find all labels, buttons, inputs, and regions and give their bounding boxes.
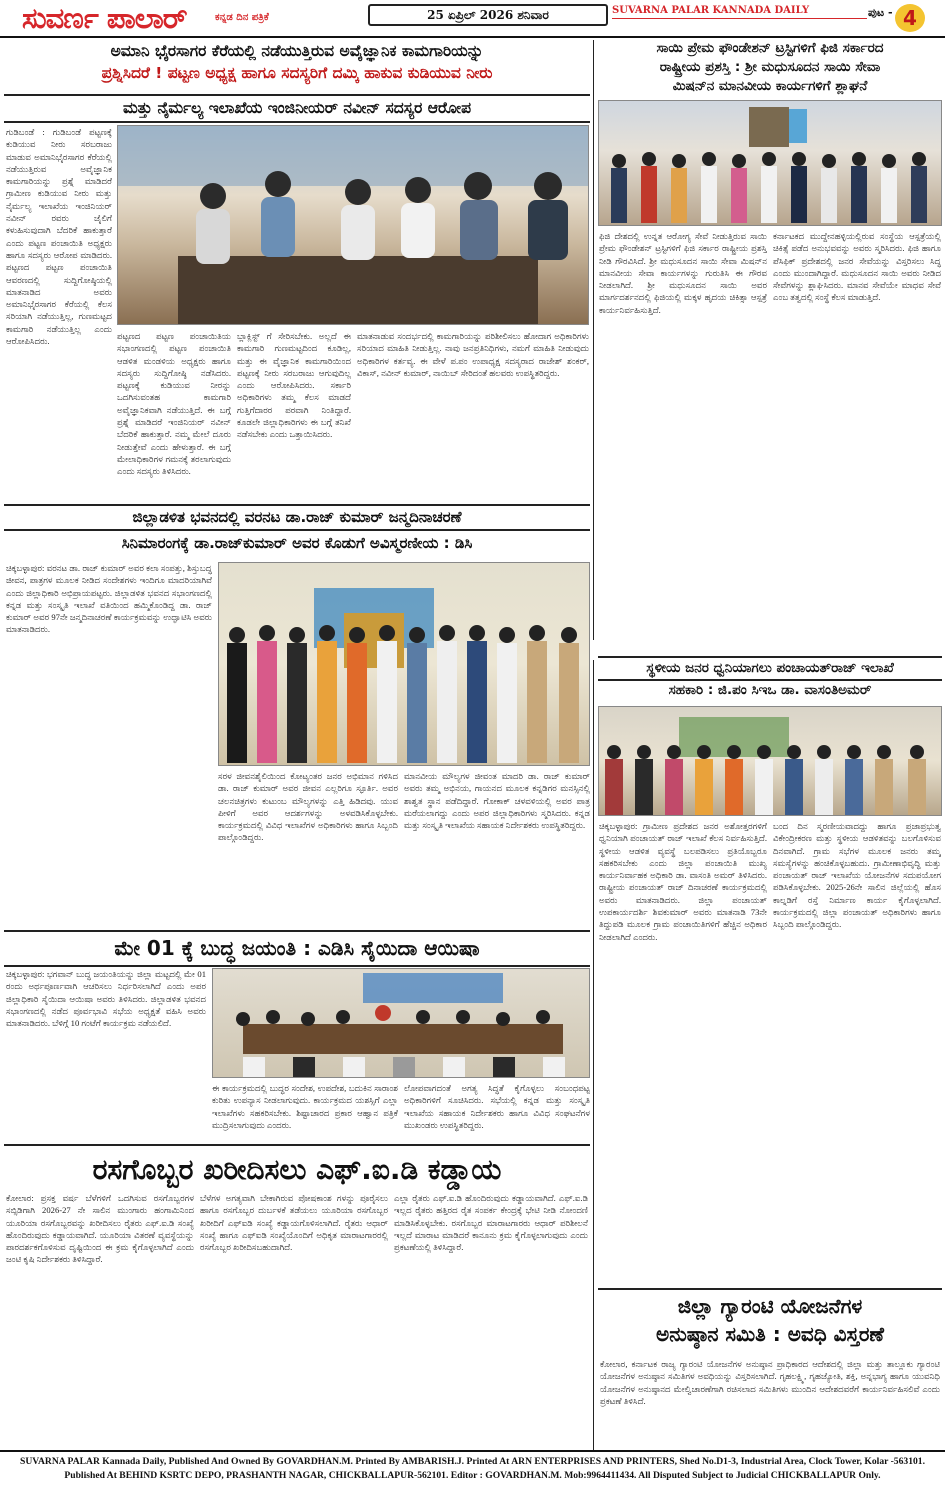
article-text: ಎಲ್ಲಾ ರೈತರು ಎಫ್.ಐ.ಡಿ ಹೊಂದಿರುವುದು ಕಡ್ಡಾಯವಾಗಿದೆ. ಎಫ್.ಐ.ಡಿ ಇಲ್ಲದ ರೈತರು ಹತ್ತಿರದ ರೈತ ಸಂಪರ್ಕ ಕೇಂದ್ರಕ್ಕೆ ಭೇಟಿ ನೀಡಿ ನೋಂದಣಿ ಮಾಡಿಸಿಕೊಳ್ಳಬೇಕು. ರಸಗೊಬ್ಬರ ಮಾರಾಟಗಾರರು ಆಧಾರ್ ಪರಿಶೀಲನೆ ಇಲ್ಲದೆ ಮಾರಾಟ ಮಾಡಿದರೆ ಕಾನೂನು ಕ್ರಮ ಕೈಗೊಳ್ಳಲಾಗುವುದು ಎಂದು ಪ್ರಕಟಣೆಯಲ್ಲಿ ತಿಳಿಸಿದ್ದಾರೆ.: [394, 1193, 588, 1253]
article-text: ಬೆಳೆಗಳ ಅಗತ್ಯವಾಗಿ ಬೇಕಾಗಿರುವ ಪೋಷಕಾಂಶ ಗಳನ್ನು ಪೂರೈಸಲು ಹಾಗೂ ರಸಗೊಬ್ಬರ ದುರ್ಬಳಕೆ ತಡೆಯಲು ಯೂರಿಯಾ ರಸಗೊಬ್ಬರ ಖರೀದಿಗೆ ಎಫ್‌ಐಡಿ ಸಂಖ್ಯೆ ಕಡ್ಡಾಯಗೊಳಿಸಲಾಗಿದೆ. ರೈತರು ಆಧಾರ್ ಸಂಖ್ಯೆ ಹಾಗೂ ಎಫ್‌ಐಡಿ ಸಂಖ್ಯೆಯೊಂದಿಗೆ ಅಧಿಕೃತ ಮಾರಾಟಗಾರರಲ್ಲಿ ರಸಗೊಬ್ಬರ ಖರೀದಿಸಬಹುದಾಗಿದೆ.: [200, 1193, 388, 1253]
english-name: SUVARNA PALAR KANNADA DAILY: [612, 4, 867, 19]
column-divider: [593, 40, 594, 640]
article-text: ಚಿಕ್ಕಬಳ್ಳಾಪುರ: ಗ್ರಾಮೀಣ ಪ್ರದೇಶದ ಜನರ ಅಶೋತ್ತರಗಳಿಗೆ ಧ್ವನಿಯಾಗಿ ಪಂಚಾಯತ್ ರಾಜ್ ಇಲಾಖೆ ಕೆಲಸ ನಿರ್ವಹಿಸುತ್ತಿದೆ. ಸ್ಥಳೀಯ ಆಡಳಿತ ವ್ಯವಸ್ಥೆ ಬಲಪಡಿಸಲು ಪ್ರತಿಯೊಬ್ಬರೂ ಸಹಕರಿಸಬೇಕು ಎಂದು ಜಿಲ್ಲಾ ಪಂಚಾಯಿತಿ ಮುಖ್ಯ ಕಾರ್ಯನಿರ್ವಾಹಕ ಅಧಿಕಾರಿ ಡಾ. ವಾಸಂತಿ ಅಮರ್ ತಿಳಿಸಿದರು. ರಾಷ್ಟ್ರೀಯ ಪಂಚಾಯತ್ ರಾಜ್ ದಿನಾಚರಣೆ ಕಾರ್ಯಕ್ರಮದಲ್ಲಿ ಅವರು ಮಾತನಾಡಿದರು. ಜಿಲ್ಲಾ ಪಂಚಾಯತ್ ಉಪಕಾರ್ಯದರ್ಶಿ ಶಿವಕುಮಾರ್ ಅವರು ಮಾತನಾಡಿ 73ನೇ ತಿದ್ದುಪಡಿ ಮೂಲಕ ಗ್ರಾಮ ಪಂಚಾಯಿತಿಗಳಿಗೆ ಹೆಚ್ಚಿನ ಅಧಿಕಾರ ನೀಡಲಾಗಿದೆ ಎಂದರು.: [599, 821, 767, 942]
headline-line: ಸಹಕಾರಿ : ಜಿ.ಪಂ ಸಿಇಒ ಡಾ. ವಾಸಂತಿಅಮರ್: [668, 682, 872, 698]
article-text: ಸರಳ ಜೀವನಶೈಲಿಯಿಂದ ಕೋಟ್ಯಂತರ ಜನರ ಅಭಿಮಾನ ಗಳಿಸಿದ ಡಾ. ರಾಜ್ ಕುಮಾರ್ ಅವರ ಜೀವನ ಎಲ್ಲರಿಗೂ ಸ್ಫೂರ್ತಿ. ಅವರ ಚಲನಚಿತ್ರಗಳು ಕುಟುಂಬ ಮೌಲ್ಯಗಳನ್ನು ಎತ್ತಿ ಹಿಡಿದವು. ಯುವ ಪೀಳಿಗೆ ಅವರ ಆದರ್ಶಗಳನ್ನು ಅಳವಡಿಸಿಕೊಳ್ಳಬೇಕು. ಕಾರ್ಯಕ್ರಮದಲ್ಲಿ ವಿವಿಧ ಇಲಾಖೆಗಳ ಅಧಿಕಾರಿಗಳು ಹಾಗೂ ಸಿಬ್ಬಂದಿ ಪಾಲ್ಗೊಂಡಿದ್ದರು.: [218, 771, 398, 843]
tagline: ಕನ್ನಡ ದಿನ ಪತ್ರಿಕೆ: [215, 12, 269, 23]
article-text: ಬ್ಲಾಕ್ಲಿಸ್ಟ್ ಗೆ ಸೇರಿಸಬೇಕು. ಅಲ್ಲದೆ ಈ ಕಾಮಗಾರಿ ಗುಣಮಟ್ಟದಿಂದ ಕೂಡಿಲ್ಲ, ಮತ್ತು ಈ ವೈಜ್ಞಾನಿಕ ಕಾಮಗಾರಿಯಿಂದ ಪಟ್ಟಣಕ್ಕೆ ನೀರು ಸರಬರಾಜು ಆಗುವುದಿಲ್ಲ ಎಂದು ಆರೋಪಿಸಿದರು. ಸರ್ಕಾರಿ ಅಧಿಕಾರಿಗಳು ತಮ್ಮ ಕೆಲಸ ಮಾಡದೆ ಗುತ್ತಿಗೆದಾರರ ಪರವಾಗಿ ನಿಂತಿದ್ದಾರೆ. ಕೂಡಲೇ ಜಿಲ್ಲಾಧಿಕಾರಿಗಳು ಈ ಬಗ್ಗೆ ತನಿಖೆ ನಡೆಸಬೇಕು ಎಂದು ಒತ್ತಾಯಿಸಿದರು.: [237, 331, 351, 440]
birthday-photo: [218, 562, 590, 766]
meeting-photo: [212, 968, 590, 1078]
page-number: 4: [895, 4, 925, 32]
headline-line: ಅನುಷ್ಠಾನ ಸಮಿತಿ : ಅವಧಿ ವಿಸ್ತರಣೆ: [656, 1322, 884, 1346]
headline-line: ರಾಷ್ಟ್ರೀಯ ಪ್ರಶಸ್ತಿ : ಶ್ರೀ ಮಧುಸೂದನ ಸಾಯಿ ಸೇವಾ: [659, 59, 881, 75]
article-text: ಬಂದ ದಿನ ಸ್ಮರಣೀಯವಾದದ್ದು ಹಾಗೂ ಪ್ರಜಾಪ್ರಭುತ್ವ ವಿಕೇಂದ್ರೀಕರಣ ಮತ್ತು ಸ್ಥಳೀಯ ಆಡಳಿತವನ್ನು ಬಲಗೊಳಿಸುವ ದಿನವಾಗಿದೆ. ಗ್ರಾಮ ಸಭೆಗಳ ಮೂಲಕ ಜನರು ತಮ್ಮ ಸಮಸ್ಯೆಗಳನ್ನು ಹಂಚಿಕೊಳ್ಳಬಹುದು. ಗ್ರಾಮೀಣಾಭಿವೃದ್ಧಿ ಮತ್ತು ಪಂಚಾಯತ್ ರಾಜ್ ಇಲಾಖೆಯ ಯೋಜನೆಗಳ ಸದುಪಯೋಗ ಪಡಿಸಿಕೊಳ್ಳಬೇಕು. 2025-26ನೇ ಸಾಲಿನ ಜಿಲ್ಲೆಯಲ್ಲಿ ಹೊಸ ಕಾಲ್ನಡಿಗೆ ರಸ್ತೆ ನಿರ್ಮಾಣ ಕಾರ್ಯ ಕೈಗೊಳ್ಳಲಾಗಿದೆ. ಕಾರ್ಯಕ್ರಮದಲ್ಲಿ ಜಿಲ್ಲಾ ಪಂಚಾಯತ್ ಅಧಿಕಾರಿಗಳು ಹಾಗೂ ಸಿಬ್ಬಂದಿ ಪಾಲ್ಗೊಂಡಿದ್ದರು.: [773, 821, 941, 930]
headline-line: ಸ್ಥಳೀಯ ಜನರ ಧ್ವನಿಯಾಗಲು ಪಂಚಾಯತ್‌ರಾಜ್ ಇಲಾಖೆ: [598, 656, 942, 681]
headline-line: ಮತ್ತು ನೈರ್ಮಲ್ಯ ಇಲಾಖೆಯ ಇಂಜಿನೀಯರ್ ನವೀನ್ ಸದಸ್ಯರ ಆರೋಪ: [4, 94, 590, 123]
article-text: ಕೋಲಾರ, ಕರ್ನಾಟಕ ರಾಜ್ಯ ಗ್ಯಾರಂಟಿ ಯೋಜನೆಗಳ ಅನುಷ್ಠಾನ ಪ್ರಾಧಿಕಾರದ ಆದೇಶದಲ್ಲಿ ಜಿಲ್ಲಾ ಮತ್ತು ತಾಲ್ಲೂಕು ಗ್ಯಾರಂಟಿ ಯೋಜನೆಗಳ ಅನುಷ್ಠಾನ ಸಮಿತಿಗಳ ಅವಧಿಯನ್ನು ವಿಸ್ತರಿಸಲಾಗಿದೆ. ಗೃಹಲಕ್ಷ್ಮಿ, ಗೃಹಜ್ಯೋತಿ, ಶಕ್ತಿ, ಅನ್ನಭಾಗ್ಯ ಹಾಗೂ ಯುವನಿಧಿ ಯೋಜನೆಗಳ ಅನುಷ್ಠಾನದ ಮೇಲ್ವಿಚಾರಣೆಗಾಗಿ ರಚಿಸಲಾದ ಸಮಿತಿಗಳು ಮುಂದಿನ ಆದೇಶದವರೆಗೆ ಕಾರ್ಯನಿರ್ವಹಿಸಲಿವೆ ಎಂದು ಪ್ರಕಟಣೆ ತಿಳಿಸಿದೆ.: [600, 1359, 940, 1406]
article-text: ಚಿಕ್ಕಬಳ್ಳಾಪುರ: ವರನಟ ಡಾ. ರಾಜ್ ಕುಮಾರ್ ಅವರ ಕಲಾ ಸಂಪತ್ತು, ಶಿಸ್ತುಬದ್ಧ ಜೀವನ, ಪಾತ್ರಗಳ ಮೂಲಕ ನೀಡಿದ ಸಂದೇಶಗಳು ಇಂದಿಗೂ ಮಾದರಿಯಾಗಿವೆ ಎಂದು ಜಿಲ್ಲಾಧಿಕಾರಿ ಅಭಿಪ್ರಾಯಪಟ್ಟರು. ಜಿಲ್ಲಾಡಳಿತ ಭವನದ ಸಭಾಂಗಣದಲ್ಲಿ ಕನ್ನಡ ಮತ್ತು ಸಂಸ್ಕೃತಿ ಇಲಾಖೆ ವತಿಯಿಂದ ಹಮ್ಮಿಕೊಂಡಿದ್ದ ಡಾ. ರಾಜ್ ಕುಮಾರ್ ಅವರ 97ನೇ ಜನ್ಮದಿನಾಚರಣೆ ಕಾರ್ಯಕ್ರಮವನ್ನು ಉದ್ಘಾಟಿಸಿ ಅವರು ಮಾತನಾಡಿದರು.: [6, 563, 212, 635]
panchayat-photo: [598, 706, 942, 816]
headline-line: ಜಿಲ್ಲಾ ಗ್ಯಾರಂಟಿ ಯೋಜನೆಗಳ: [598, 1288, 942, 1319]
article-text: ಗುಡಿಬಂಡೆ : ಗುಡಿಬಂಡೆ ಪಟ್ಟಣಕ್ಕೆ ಕುಡಿಯುವ ನೀರು ಸರಬರಾಜು ಮಾಡುವ ಅಮಾನಿಭೈರಸಾಗರ ಕೆರೆಯಲ್ಲಿ ನಡೆಯುತ್ತಿರುವ ಅವೈಜ್ಞಾನಿಕ ಕಾಮಗಾರಿಯನ್ನು ಪ್ರಶ್ನೆ ಮಾಡಿದರೆ ಗ್ರಾಮೀಣ ಕುಡಿಯುವ ನೀರು ಮತ್ತು ನೈರ್ಮಲ್ಯ ಇಲಾಖೆಯ ಇಂಜಿನಿಯರ್ ನವೀನ್ ರವರು ಜೈಲಿಗೆ ಕಳುಹಿಸುವುದಾಗಿ ಬೆದರಿಕೆ ಹಾಕುತ್ತಾರೆ ಎಂದು ಪಟ್ಟಣ ಪಂಚಾಯಿತಿ ಅಧ್ಯಕ್ಷರು ಹಾಗೂ ಸದಸ್ಯರು ಆರೋಪ ಮಾಡಿದರು. ಪಟ್ಟಣದ ಪಟ್ಟಣ ಪಂಚಾಯಿತಿ ಆವರಣದಲ್ಲಿ ಸುದ್ದಿಗೋಷ್ಠಿಯಲ್ಲಿ ಮಾತನಾಡಿದ ಅವರು ಅಮಾನಿಭೈರಸಾಗರ ಕೆರೆಯಲ್ಲಿ ಕೆಲಸ ಸರಿಯಾಗಿ ನಡೆಯುತ್ತಿಲ್ಲ, ಗುಣಮಟ್ಟದ ಕಾಮಗಾರಿ ನಡೆಯುತ್ತಿಲ್ಲ ಎಂದು ಆರೋಪಿಸಿದರು.: [6, 127, 112, 347]
imprint-line: SUVARNA PALAR Kannada Daily, Published And Owned By GOVARDHAN.M. Printed By AMBARISH.J. Printed At ARN ENTERPRISES AND PRINTERS, Shed No.D1-3, Industrial Area, Clock Tower, Kolar -563101.: [20, 1456, 925, 1467]
headline-line: ಮಿಷನ್‌ನ ಮಾನವೀಯ ಕಾರ್ಯಗಳಿಗೆ ಶ್ಲಾಘನೆ: [672, 78, 868, 94]
issue-date: 25 ಏಪ್ರಿಲ್ 2026 ಶನಿವಾರ: [368, 4, 608, 26]
headline: ರಸಗೊಬ್ಬರ ಖರೀದಿಸಲು ಎಫ್.ಐ.ಡಿ ಕಡ್ಡಾಯ: [4, 1144, 590, 1187]
meeting-photo: [117, 125, 589, 325]
headline-line: ಜಿಲ್ಲಾಡಳಿತ ಭವನದಲ್ಲಿ ವರನಟ ಡಾ.ರಾಜ್ ಕುಮಾರ್ ಜನ್ಮದಿನಾಚರಣೆ: [4, 504, 590, 531]
award-photo: [598, 100, 942, 226]
article-text: ಮಾನವೀಯ ಮೌಲ್ಯಗಳ ಜೀವಂತ ಮಾದರಿ ಡಾ. ರಾಜ್ ಕುಮಾರ್ ಅವರು ತಮ್ಮ ಅಭಿನಯ, ಗಾಯನದ ಮೂಲಕ ಕನ್ನಡಿಗರ ಮನಸ್ಸಿನಲ್ಲಿ ಶಾಶ್ವತ ಸ್ಥಾನ ಪಡೆದಿದ್ದಾರೆ. ಗೋಕಾಕ್ ಚಳವಳಿಯಲ್ಲಿ ಅವರ ಪಾತ್ರ ಮರೆಯಲಾಗದ್ದು ಎಂದು ಅಪರ ಜಿಲ್ಲಾಧಿಕಾರಿಗಳು ಸ್ಮರಿಸಿದರು. ಕನ್ನಡ ಮತ್ತು ಸಂಸ್ಕೃತಿ ಇಲಾಖೆಯ ಸಹಾಯಕ ನಿರ್ದೇಶಕರು ಉಪಸ್ಥಿತರಿದ್ದರು.: [404, 771, 590, 831]
headline: ಮೇ 01 ಕ್ಕೆ ಬುದ್ಧ ಜಯಂತಿ : ಎಡಿಸಿ ಸೈಯಿದಾ ಆಯಿಷಾ: [4, 930, 590, 967]
headline-line: ಅಮಾನಿ ಭೈರಸಾಗರ ಕೆರೆಯಲ್ಲಿ ನಡೆಯುತ್ತಿರುವ ಅವೈಜ್ಞಾನಿಕ ಕಾಮಗಾರಿಯನ್ನು: [110, 42, 484, 60]
column-divider: [593, 660, 594, 1450]
headline-line: ಸಾಯಿ ಪ್ರೇಮ ಫೌಂಡೇಶನ್ ಟ್ರಸ್ಟಿಗಳಿಗೆ ಫಿಜಿ ಸರ್ಕಾರದ: [656, 40, 884, 56]
imprint-footer: [0, 1450, 945, 1490]
headline-line: ಪ್ರಶ್ನಿಸಿದರೆ ! ಪಟ್ಟಣ ಅಧ್ಯಕ್ಷ ಹಾಗೂ ಸದಸ್ಯರಿಗೆ ದಮ್ಕಿ ಹಾಕುವ ಕುಡಿಯುವ ನೀರು: [101, 64, 493, 82]
headline-line: ಸಿನಿಮಾರಂಗಕ್ಕೆ ಡಾ.ರಾಜ್‌ಕುಮಾರ್ ಅವರ ಕೊಡುಗೆ ಅವಿಸ್ಮರಣೀಯ : ಡಿಸಿ: [121, 534, 473, 552]
page-label: ಪುಟ -: [868, 6, 893, 19]
article-text: ಕೋಲಾರ: ಪ್ರಸಕ್ತ ವರ್ಷ ಬೆಳೆಗಳಿಗೆ ಒದಗಿಸುವ ರಸಗೊಬ್ಬರಗಳ ಸಬ್ಸಿಡಿಗಾಗಿ 2026-27 ನೇ ಸಾಲಿನ ಮುಂಗಾರು ಹಂಗಾಮಿನಿಂದ ಯೂರಿಯಾ ರಸಗೊಬ್ಬರವನ್ನು ಖರೀದಿಸಲು ರೈತರು ಎಫ್.ಐ.ಡಿ ಸಂಖ್ಯೆ ಹೊಂದಿರುವುದು ಕಡ್ಡಾಯವಾಗಿದೆ. ಯೂರಿಯಾ ವಿತರಣೆ ವ್ಯವಸ್ಥೆಯನ್ನು ಪಾರದರ್ಶಕಗೊಳಿಸುವ ದೃಷ್ಟಿಯಿಂದ ಈ ಕ್ರಮ ಕೈಗೊಳ್ಳಲಾಗಿದೆ ಎಂದು ಜಂಟಿ ಕೃಷಿ ನಿರ್ದೇಶಕರು ತಿಳಿಸಿದ್ದಾರೆ.: [6, 1193, 194, 1265]
article-text: ಮಾತನಾಡುವ ಸಂದರ್ಭದಲ್ಲಿ ಕಾಮಗಾರಿಯನ್ನು ಪರಿಶೀಲಿಸಲು ಹೋದಾಗ ಅಧಿಕಾರಿಗಳು ಸರಿಯಾದ ಮಾಹಿತಿ ನೀಡುತ್ತಿಲ್ಲ. ನಾವು ಜನಪ್ರತಿನಿಧಿಗಳು, ನಮಗೆ ಮಾಹಿತಿ ನೀಡುವುದು ಅಧಿಕಾರಿಗಳ ಕರ್ತವ್ಯ. ಈ ವೇಳೆ ಪ.ಪಂ ಉಪಾಧ್ಯಕ್ಷ ಸದಸ್ಯರಾದ ರಾಜೇಶ್ ಶಂಕರ್, ವಿಕಾಸ್, ನವೀನ್ ಕುಮಾರ್, ನಾಯಿಬ್ ಸೇರಿದಂತೆ ಹಲವರು ಉಪಸ್ಥಿತರಿದ್ದರು.: [357, 331, 589, 378]
article-text: ಈ ಕಾರ್ಯಕ್ರಮದಲ್ಲಿ ಬುದ್ಧರ ಸಂದೇಶ, ಉಪದೇಶ, ಬದುಕಿನ ಸಾರಾಂಶ ಕುರಿತು ಉಪನ್ಯಾಸ ನೀಡಲಾಗುವುದು. ಕಾರ್ಯಕ್ರಮದ ಯಶಸ್ಸಿಗೆ ಎಲ್ಲಾ ಇಲಾಖೆಗಳು ಸಹಕರಿಸಬೇಕು. ಶಿಷ್ಟಾಚಾರದ ಪ್ರಕಾರ ಆಹ್ವಾನ ಪತ್ರಿಕೆ ಮುದ್ರಿಸಲಾಗುವುದು ಎಂದರು.: [212, 1083, 398, 1130]
article-text: ಕರ್ನಾಟಕದ ಮುದ್ದೇನಹಳ್ಳಿಯಲ್ಲಿರುವ ಸಂಸ್ಥೆಯ ಆಸ್ಪತ್ರೆಯಲ್ಲಿ ಚಿಕಿತ್ಸೆ ಪಡೆದ ಅನುಭವವನ್ನು ಅವರು ಸ್ಮರಿಸಿದರು. ಫಿಜಿ ಹಾಗೂ ಪೆಸಿಫಿಕ್ ಪ್ರದೇಶದಲ್ಲಿ ಜನರ ಸೇವೆಯನ್ನು ವಿಸ್ತರಿಸಲು ಸಿದ್ಧ ಎಂದು ಮುಂದಾಗಿದ್ದಾರೆ. ಮಧುಸೂದನ ಸಾಯಿ ಅವರು ನೀಡಿದ ಸೇವೆಗಳನ್ನು ಶ್ಲಾಘಿಸಿದರು. ಮಾನವ ಸೇವೆಯೇ ಮಾಧವ ಸೇವೆ ಎಂಬ ತತ್ವದಲ್ಲಿ ಸಂಸ್ಥೆ ಕೆಲಸ ಮಾಡುತ್ತಿದೆ.: [773, 231, 941, 303]
article-text: ಚಿಕ್ಕಬಳ್ಳಾಪುರ: ಭಗವಾನ್ ಬುದ್ಧ ಜಯಂತಿಯನ್ನು ಜಿಲ್ಲಾ ಮಟ್ಟದಲ್ಲಿ ಮೇ 01 ರಂದು ಅರ್ಥಪೂರ್ಣವಾಗಿ ಆಚರಿಸಲು ನಿರ್ಧರಿಸಲಾಗಿದೆ ಎಂದು ಅಪರ ಜಿಲ್ಲಾಧಿಕಾರಿ ಸೈಯಿದಾ ಆಯಿಷಾ ಅವರು ತಿಳಿಸಿದರು. ಜಿಲ್ಲಾಡಳಿತ ಭವನದ ಸಭಾಂಗಣದಲ್ಲಿ ನಡೆದ ಪೂರ್ವಭಾವಿ ಸಭೆಯ ಅಧ್ಯಕ್ಷತೆ ವಹಿಸಿ ಅವರು ಮಾತನಾಡಿದರು. ಬೆಳಿಗ್ಗೆ 10 ಗಂಟೆಗೆ ಕಾರ್ಯಕ್ರಮ ನಡೆಯಲಿದೆ.: [6, 969, 206, 1029]
imprint-line: Published At BEHIND KSRTC DEPO, PRASHANTH NAGAR, CHICKBALLAPUR-562101. Editor : GOVARDHAN.M. Mob:9964411434. All Disputed Subject to Judicial CHICKBALLAPUR Only.: [64, 1470, 881, 1481]
article-text: ಲೋಪವಾಗದಂತೆ ಅಗತ್ಯ ಸಿದ್ಧತೆ ಕೈಗೊಳ್ಳಲು ಸಂಬಂಧಪಟ್ಟ ಅಧಿಕಾರಿಗಳಿಗೆ ಸೂಚಿಸಿದರು. ಸಭೆಯಲ್ಲಿ ಕನ್ನಡ ಮತ್ತು ಸಂಸ್ಕೃತಿ ಇಲಾಖೆಯ ಸಹಾಯಕ ನಿರ್ದೇಶಕರು ಹಾಗೂ ವಿವಿಧ ಸಂಘಟನೆಗಳ ಮುಖಂಡರು ಉಪಸ್ಥಿತರಿದ್ದರು.: [404, 1083, 590, 1130]
newspaper-logo: ಸುವರ್ಣ ಪಾಲಾರ್: [22, 1, 187, 35]
article-text: ಪಟ್ಟಣದ ಪಟ್ಟಣ ಪಂಚಾಯಿತಿಯ ಸಭಾಂಗಣದಲ್ಲಿ ಪಟ್ಟಣ ಪಂಚಾಯಿತಿ ಆಡಳಿತ ಮಂಡಳಿಯ ಅಧ್ಯಕ್ಷರು ಹಾಗೂ ಸದಸ್ಯರು ಸುದ್ದಿಗೋಷ್ಠಿ ನಡೆಸಿದರು. ಪಟ್ಟಣಕ್ಕೆ ಕುಡಿಯುವ ನೀರನ್ನು ಒದಗಿಸುವಂತಹ ಕಾಮಗಾರಿ ಅವೈಜ್ಞಾನಿಕವಾಗಿ ನಡೆಯುತ್ತಿದೆ. ಈ ಬಗ್ಗೆ ಪ್ರಶ್ನೆ ಮಾಡಿದರೆ ಇಂಜಿನಿಯರ್ ನವೀನ್ ಬೆದರಿಕೆ ಹಾಕುತ್ತಾರೆ. ನಮ್ಮ ಮೇಲೆ ದೂರು ನೀಡುತ್ತೇವೆ ಎಂದು ಹೇಳುತ್ತಾರೆ. ಈ ಬಗ್ಗೆ ಮೇಲಾಧಿಕಾರಿಗಳ ಗಮನಕ್ಕೆ ತರಲಾಗುವುದು ಎಂದು ಸದಸ್ಯರು ತಿಳಿಸಿದರು.: [117, 331, 231, 477]
article-text: ಫಿಜಿ ದೇಶದಲ್ಲಿ ಉನ್ನತ ಆರೋಗ್ಯ ಸೇವೆ ನೀಡುತ್ತಿರುವ ಸಾಯಿ ಪ್ರೇಮ ಫೌಂಡೇಶನ್ ಟ್ರಸ್ಟಿಗಳಿಗೆ ಫಿಜಿ ಸರ್ಕಾರ ರಾಷ್ಟ್ರೀಯ ಪ್ರಶಸ್ತಿ ನೀಡಿ ಗೌರವಿಸಿದೆ. ಶ್ರೀ ಮಧುಸೂದನ ಸಾಯಿ ಸೇವಾ ಮಿಷನ್‌ನ ಮಾನವೀಯ ಸೇವಾ ಕಾರ್ಯಗಳನ್ನು ಗುರುತಿಸಿ ಈ ಗೌರವ ನೀಡಲಾಗಿದೆ. ಶ್ರೀ ಮಧುಸೂದನ ಸಾಯಿ ಅವರ ಮಾರ್ಗದರ್ಶನದಲ್ಲಿ ಫಿಜಿಯಲ್ಲಿ ಮಕ್ಕಳ ಹೃದಯ ಚಿಕಿತ್ಸಾ ಆಸ್ಪತ್ರೆ ಕಾರ್ಯನಿರ್ವಹಿಸುತ್ತಿದೆ.: [599, 231, 767, 315]
